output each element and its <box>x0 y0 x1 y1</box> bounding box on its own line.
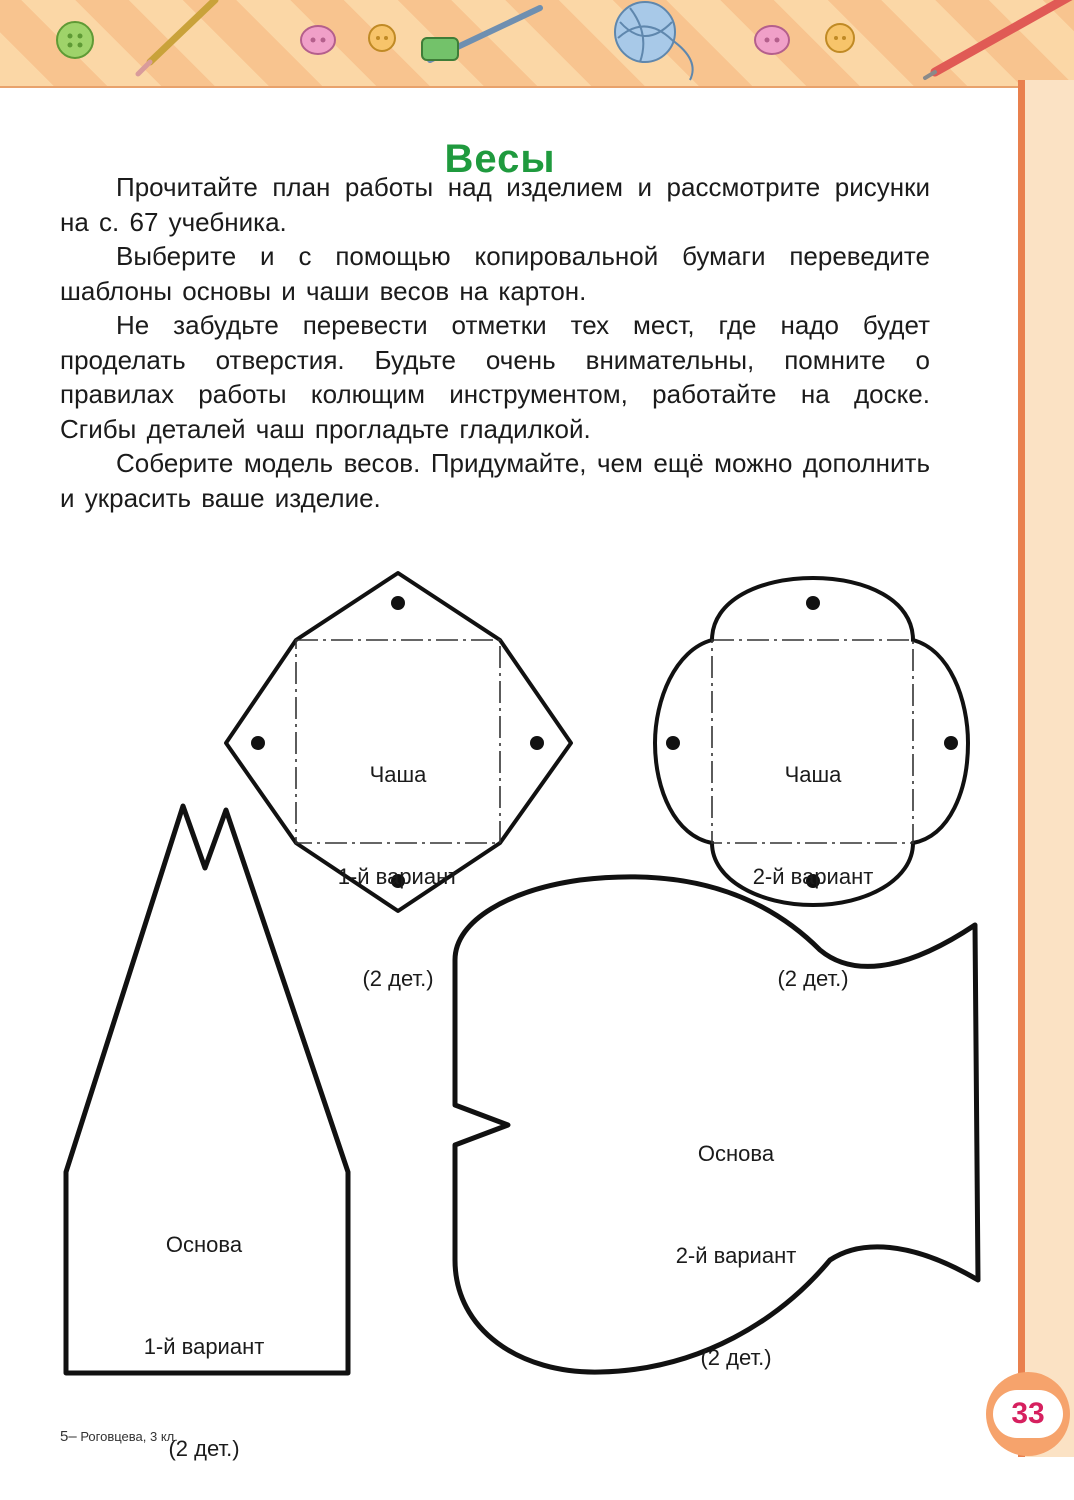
footer-note <box>60 1428 178 1445</box>
hole-mark <box>251 736 265 750</box>
base-1-label: Основа 1-й вариант (2 дет.) <box>143 1232 265 1461</box>
hole-mark <box>391 596 405 610</box>
page-number-badge <box>986 1372 1070 1456</box>
page-title: Весы <box>444 136 556 181</box>
paragraph: Соберите модель весов. Придумайте, чем ещё можно дополнить и украсить ваше изделие. <box>60 448 930 513</box>
hole-mark <box>530 736 544 750</box>
base-2-label: Основа 2-й вариант (2 дет.) <box>675 1141 797 1370</box>
bowl-2-label: Чаша 2-й вариант (2 дет.) <box>752 762 874 991</box>
paragraph: Не забудьте перевести отметки тех мест, где надо будет проделать отверстия. Будьте очень внимательны, помните о правилах работы колющим инструментом, работайте на доске. Сгибы деталей чаш прогладьте гладилкой. <box>60 310 930 444</box>
footer-mark: 5– <box>60 1428 77 1445</box>
page-number: 33 <box>993 1390 1063 1438</box>
footer-text: Роговцева, 3 кл. <box>80 1429 178 1444</box>
hole-mark <box>666 736 680 750</box>
paragraph: Выберите и с помощью копировальной бумаги переведите шаблоны основы и чаши весов на картон. <box>60 241 930 306</box>
hole-mark <box>944 736 958 750</box>
bowl-1-label: Чаша 1-й вариант (2 дет.) <box>337 762 459 991</box>
paragraph: Прочитайте план работы над изделием и рассмотрите рисунки на с. 67 учебника. <box>60 172 930 237</box>
hole-mark <box>806 596 820 610</box>
